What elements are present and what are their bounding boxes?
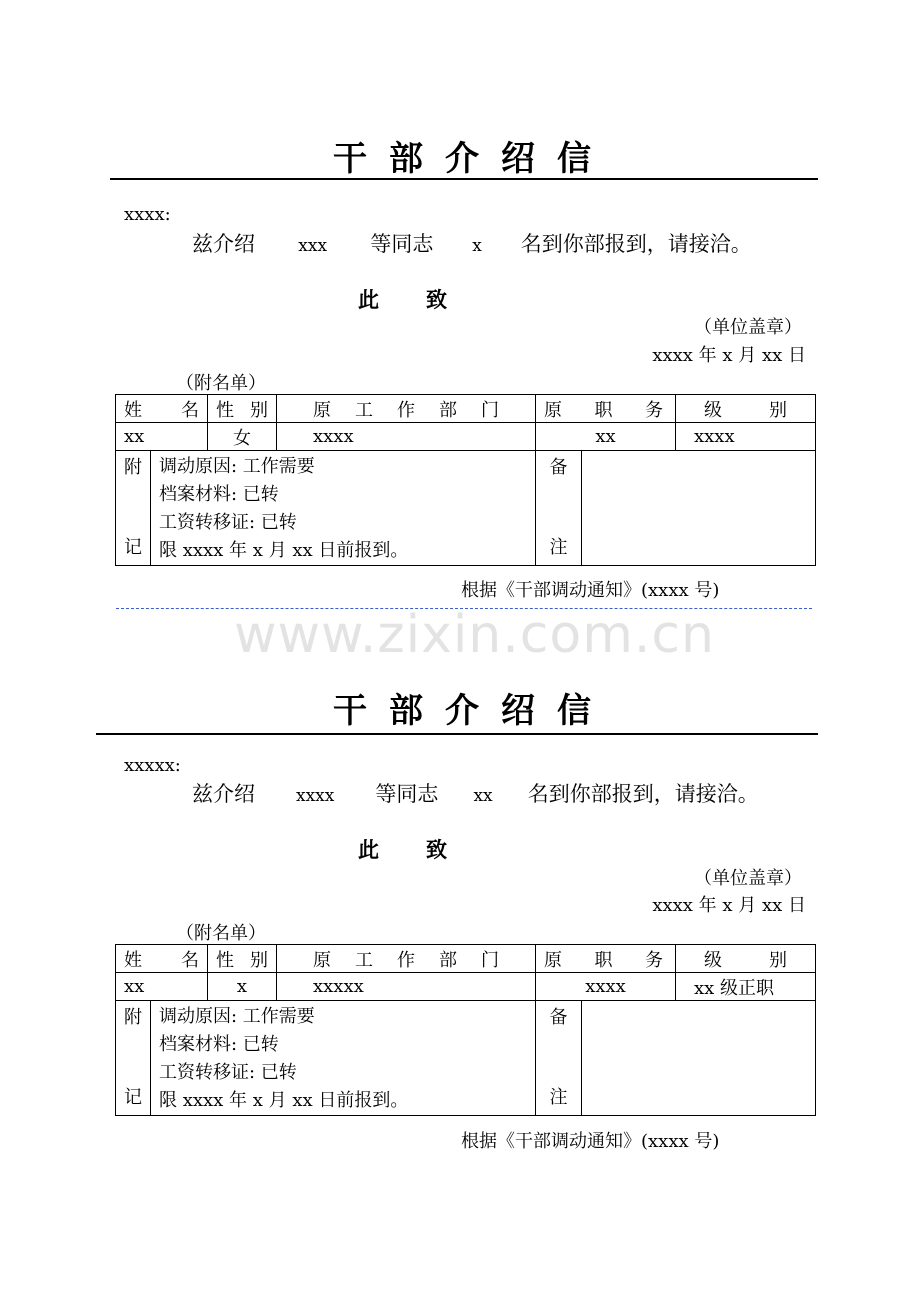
header-dept: 原 工 作 部 门 <box>313 949 499 971</box>
notes-row <box>116 451 816 566</box>
cell-position: xx <box>536 423 676 451</box>
cell-name: xx <box>116 973 208 1001</box>
intro-suffix: 名到你部报到，请接洽。 <box>520 232 752 256</box>
header-position: 原 职 务 <box>544 399 663 421</box>
letter-date: xxxx 年 x 月 xx 日 <box>652 345 806 366</box>
intro-prefix: 兹介绍 <box>192 782 255 806</box>
header-gender: 性 别 <box>216 949 268 971</box>
header-dept: 原 工 作 部 门 <box>313 399 499 421</box>
basis-note: 根据《干部调动通知》(xxxx 号) <box>461 580 720 601</box>
header-level: 级 别 <box>704 949 787 971</box>
header-name: 姓 名 <box>124 949 199 971</box>
table-row <box>116 423 816 451</box>
cell-level: xxxx <box>676 423 816 451</box>
intro-line <box>192 778 759 808</box>
header-level: 级 别 <box>704 399 787 421</box>
salutation-ci: 此 <box>358 288 379 312</box>
beizhu-label-cell <box>536 1001 582 1116</box>
cell-gender: x <box>208 973 277 1001</box>
intro-suffix: 名到你部报到，请接洽。 <box>527 782 759 806</box>
beizhu-bottom: 注 <box>549 1087 568 1108</box>
person-count: x <box>472 236 482 256</box>
seal-note: （单位盖章） <box>694 868 802 889</box>
beizhu-top: 备 <box>549 457 568 478</box>
salutation-zhi: 致 <box>426 838 447 862</box>
person-count: xx <box>473 786 493 806</box>
table-header-row <box>116 945 816 973</box>
table-header-row <box>116 395 816 423</box>
personnel-table <box>115 944 816 1116</box>
person-name: xxx <box>298 236 328 256</box>
beizhu-top: 备 <box>549 1007 568 1028</box>
letter-title: 干部介绍信 <box>333 139 613 179</box>
cell-gender: 女 <box>208 423 277 451</box>
watermark: www.zixin.com.cn <box>234 605 715 665</box>
seal-note: （单位盖章） <box>694 317 802 338</box>
notes-cell <box>151 1001 536 1116</box>
note-archive: 档案材料: 已转 <box>159 484 279 505</box>
beizhu-label-cell <box>536 451 582 566</box>
remarks-cell <box>582 1001 816 1116</box>
cell-level: xx 级正职 <box>676 973 816 1001</box>
fuji-bottom: 记 <box>124 537 142 558</box>
remarks-cell <box>582 451 816 566</box>
cell-dept: xxxxx <box>277 973 536 1001</box>
basis-note: 根据《干部调动通知》(xxxx 号) <box>461 1131 720 1152</box>
salutation-zhi: 致 <box>426 288 447 312</box>
note-deadline: 限 xxxx 年 x 月 xx 日前报到。 <box>159 540 409 561</box>
attachment-label: （附名单） <box>176 923 266 944</box>
table-row <box>116 973 816 1001</box>
note-archive: 档案材料: 已转 <box>159 1034 279 1055</box>
beizhu-bottom: 注 <box>549 537 568 558</box>
note-reason: 调动原因: 工作需要 <box>159 1006 315 1027</box>
attachment-label: （附名单） <box>176 373 266 394</box>
header-name: 姓 名 <box>124 399 199 421</box>
note-reason: 调动原因: 工作需要 <box>159 456 315 477</box>
header-gender: 性 别 <box>216 399 268 421</box>
cell-dept: xxxx <box>277 423 536 451</box>
fuji-cell <box>116 1001 151 1116</box>
header-position: 原 职 务 <box>544 949 663 971</box>
person-name: xxxx <box>296 786 335 806</box>
intro-line <box>192 228 752 258</box>
notes-cell <box>151 451 536 566</box>
cell-name: xx <box>116 423 208 451</box>
addressee: xxxx: <box>124 204 171 225</box>
addressee: xxxxx: <box>124 755 181 776</box>
title-rule <box>110 178 818 180</box>
mid-text: 等同志 <box>370 232 434 256</box>
mid-text: 等同志 <box>375 782 439 806</box>
fuji-top: 附 <box>124 457 142 478</box>
personnel-table <box>115 394 816 566</box>
fuji-bottom: 记 <box>124 1087 142 1108</box>
intro-prefix: 兹介绍 <box>192 232 255 256</box>
fuji-cell <box>116 451 151 566</box>
cell-position: xxxx <box>536 973 676 1001</box>
note-salary: 工资转移证: 已转 <box>159 512 297 533</box>
fuji-top: 附 <box>124 1007 142 1028</box>
letter-date: xxxx 年 x 月 xx 日 <box>652 895 806 916</box>
note-salary: 工资转移证: 已转 <box>159 1062 297 1083</box>
title-rule <box>96 733 818 735</box>
salutation-ci: 此 <box>358 838 379 862</box>
note-deadline: 限 xxxx 年 x 月 xx 日前报到。 <box>159 1090 409 1111</box>
notes-row <box>116 1001 816 1116</box>
letter-title: 干部介绍信 <box>333 691 613 731</box>
